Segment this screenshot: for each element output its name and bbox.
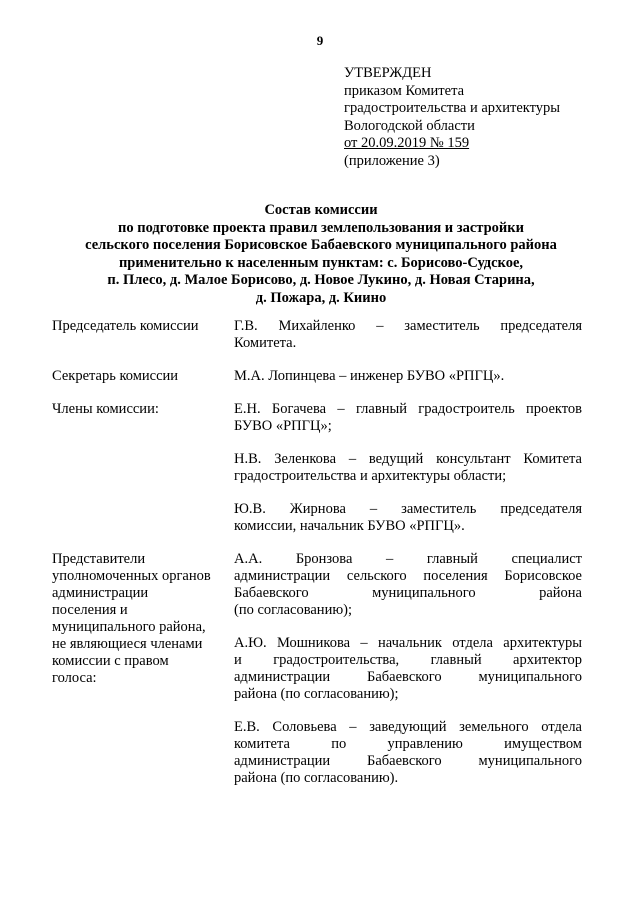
member-entry [234,501,582,535]
member-line: А.Ю. Мошникова – начальник отдела архитектуры [234,635,582,651]
role-line: поселения и [52,602,128,618]
commission-members [52,318,582,803]
role-label [52,318,234,368]
member-line: Комитета. [234,335,297,351]
member-line: Е.В. Соловьева – заведующий земельного отдела [234,719,582,735]
member-line: Н.В. Зеленкова – ведущий консультант Комитета [234,451,582,467]
role-line: Председатель комиссии [52,318,199,334]
approval-line: градостроительства и архитектуры [344,100,561,116]
member-list [234,318,582,368]
role-line: голоса: [52,670,97,686]
member-entry [234,401,582,435]
approval-appendix: (приложение 3) [344,152,440,169]
title-line: сельского поселения Борисовское Бабаевского муниципального района [85,237,557,253]
title-line: д. Пожара, д. Киино [255,289,387,306]
role-line: не являющиеся членами [52,636,203,652]
member-entry [234,635,582,703]
member-entry [234,551,582,619]
approval-block [344,65,614,170]
member-line: и градостроительства, главный архитектор [234,652,582,668]
member-list [234,401,582,551]
role-line: комиссии с правом [52,653,169,669]
member-line: Бабаевского муниципального района [234,585,582,601]
member-line: А.А. Бронзова – главный специалист [234,551,582,567]
group-members [52,401,582,551]
member-entry [234,318,582,352]
member-line: градостроительства и архитектуры области; [234,468,507,484]
role-label [52,551,234,803]
title-line: по подготовке проекта правил землепользования и застройки [118,219,524,236]
member-list [234,368,582,401]
member-line: администрации сельского поселения Борисовское [234,568,582,584]
member-line: района (по согласованию). [234,770,399,786]
member-list [234,551,582,803]
member-line: Е.Н. Богачева – главный градостроитель проектов [234,401,582,417]
role-line: Секретарь комиссии [52,368,179,384]
member-line: комитета по управлению имуществом [234,736,582,752]
role-label [52,368,234,401]
member-entry [234,368,582,385]
member-line: администрации Бабаевского муниципального [234,753,582,769]
group-representatives [52,551,582,803]
member-entry [234,451,582,485]
role-line: муниципального района, [52,619,206,635]
approval-line: приказом Комитета [344,82,465,99]
member-line: администрации Бабаевского муниципального [234,669,582,685]
document-title [40,202,602,307]
title-line: Состав комиссии [264,202,378,218]
page-number: 9 [316,33,324,48]
approval-order-date: от 20.09.2019 № 159 [344,135,470,151]
member-line: Г.В. Михайленко – заместитель председателя [234,318,582,334]
title-line: п. Плесо, д. Малое Борисово, д. Новое Лукино, д. Новая Старина, [107,272,535,288]
title-line: применительно к населенным пунктам: с. Борисово-Судское, [118,254,524,271]
member-line: БУВО «РПГЦ»; [234,418,332,434]
role-line: администрации [52,585,149,601]
member-line: (по согласованию); [234,602,353,618]
group-chairman [52,318,582,368]
approval-heading: УТВЕРЖДЕН [344,65,432,81]
role-line: Представители [52,551,146,567]
member-entry [234,719,582,787]
role-label [52,401,234,551]
approval-line: Вологодской области [344,117,475,134]
member-line: Ю.В. Жирнова – заместитель председателя [234,501,582,517]
role-line: Члены комиссии: [52,401,159,417]
group-secretary [52,368,582,401]
role-line: уполномоченных органов [52,568,211,584]
member-line: района (по согласованию); [234,686,399,702]
member-line: комиссии, начальник БУВО «РПГЦ». [234,518,465,534]
member-line: М.А. Лопинцева – инженер БУВО «РПГЦ». [234,368,505,384]
